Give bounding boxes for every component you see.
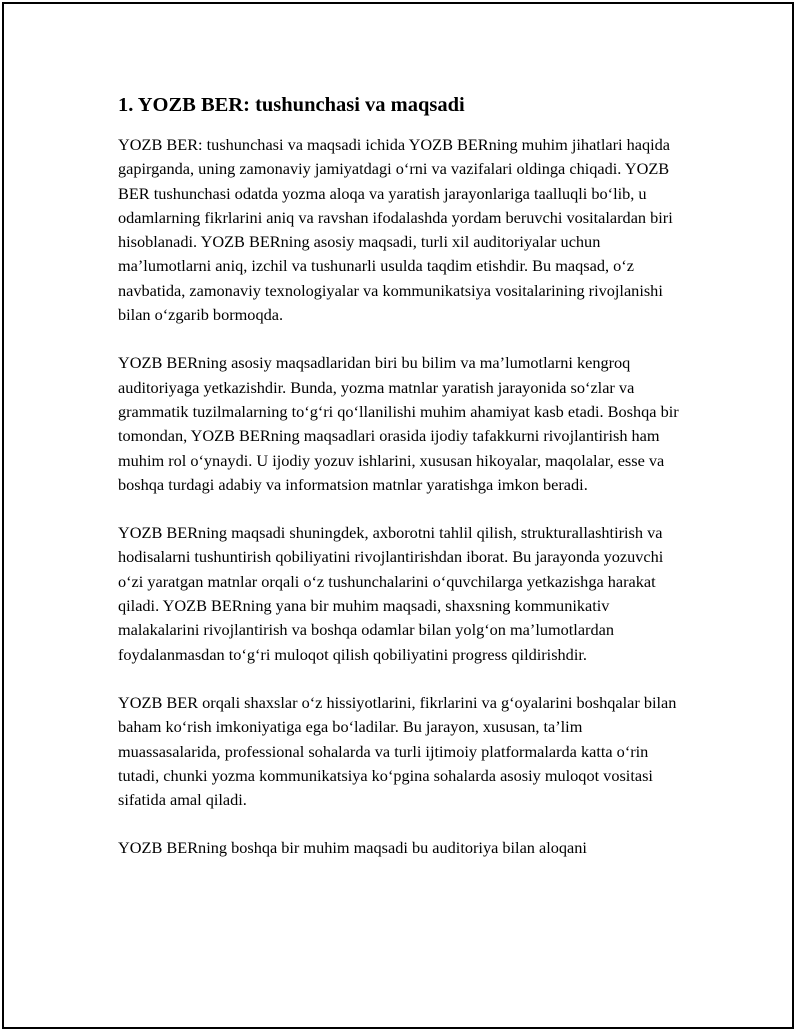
paragraph-1: YOZB BER: tushunchasi va maqsadi ichida YOZB BERning muhim jihatlari haqida gapirganda, uning zamonaviy jamiyatdagi o‘rni va vazifalari oldinga chiqadi. YOZB BER tushunchasi odatda yozma aloqa va yaratish jarayonlariga taalluqli bo‘lib, u odamlarning fikrlarini aniq va ravshan ifodalashda yordam beruvchi vositalardan biri hisoblanadi. YOZB BERning asosiy maqsadi, turli xil auditoriyalar uchun ma’lumotlarni aniq, izchil va tushunarli usulda taqdim etishdir. Bu maqsad, o‘z navbatida, zamonaviy texnologiyalar va kommunikatsiya vositalarining rivojlanishi bilan o‘zgarib bormoqda.: [118, 135, 673, 325]
document-body: [118, 92, 684, 885]
section-heading: 1. YOZB BER: tushunchasi va maqsadi: [118, 94, 465, 116]
paragraph-5: YOZB BERning boshqa bir muhim maqsadi bu auditoriya bilan aloqani: [118, 838, 587, 858]
paragraph-3: YOZB BERning maqsadi shuningdek, axborotni tahlil qilish, strukturallashtirish va hodisalarni tushuntirish qobiliyatini rivojlantirishdan iborat. Bu jarayonda yozuvchi o‘zi yaratgan matnlar orqali o‘z tushunchalarini o‘quvchilarga yetkazishga harakat qiladi. YOZB BERning yana bir muhim maqsadi, shaxsning kommunikativ malakalarini rivojlantirish va boshqa odamlar bilan yolg‘on ma’lumotlardan foydalanmasdan to‘g‘ri muloqot qilish qobiliyatini progress qildirishdir.: [118, 523, 664, 664]
paragraph-4: YOZB BER orqali shaxslar o‘z hissiyotlarini, fikrlarini va g‘oyalarini boshqalar bilan baham ko‘rish imkoniyatiga ega bo‘ladilar. Bu jarayon, xususan, ta’lim muassasalarida, professional sohalarda va turli ijtimoiy platformalarda katta o‘rin tutadi, chunki yozma kommunikatsiya ko‘pgina sohalarda asosiy muloqot vositasi sifatida amal qiladi.: [118, 692, 677, 810]
paragraph-2: YOZB BERning asosiy maqsadlaridan biri bu bilim va ma’lumotlarni kengroq auditoriyaga yetkazishdir. Bunda, yozma matnlar yaratish jarayonida so‘zlar va grammatik tuzilmalarning to‘g‘ri qo‘llanilishi muhim ahamiyat kasb etadi. Boshqa bir tomondan, YOZB BERning maqsadlari orasida ijodiy tafakkurni rivojlantirish ham muhim rol o‘ynaydi. U ijodiy yozuv ishlarini, xususan hikoyalar, maqolalar, esse va boshqa turdagi adabiy va informatsion matnlar yaratishga imkon beradi.: [118, 353, 679, 494]
